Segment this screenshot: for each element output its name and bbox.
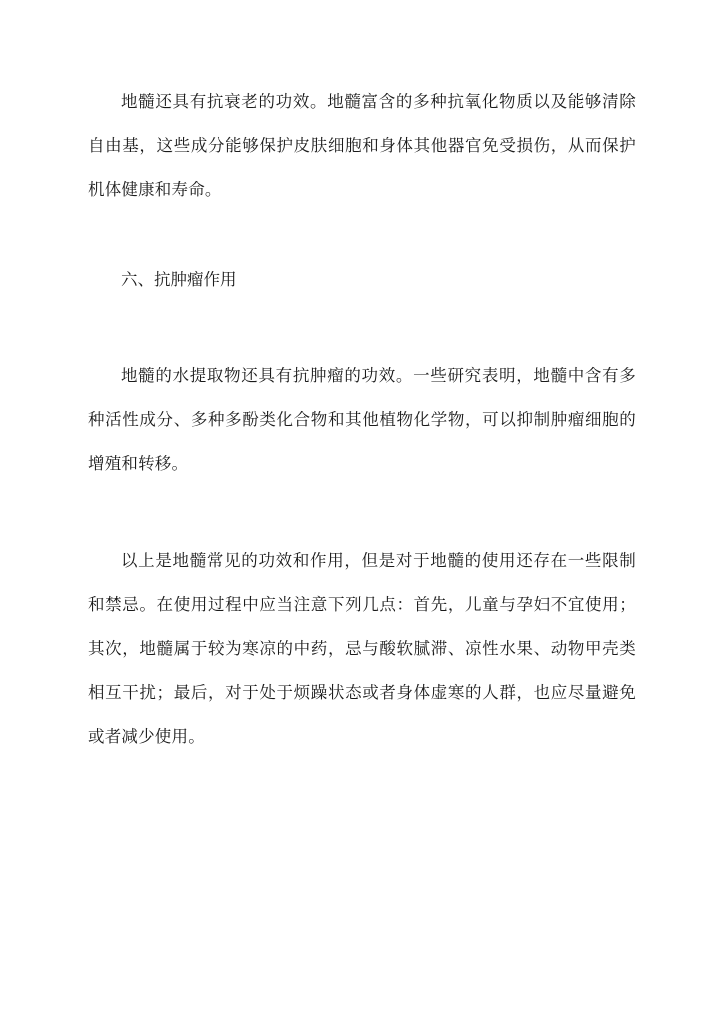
paragraph-anti-aging: 地髓还具有抗衰老的功效。地髓富含的多种抗氧化物质以及能够清除自由基，这些成分能够保护皮肤细胞和身体其他器官免受损伤，从而保护机体健康和寿命。	[88, 92, 636, 199]
section-heading-anti-tumor: 六、抗肿瘤作用	[121, 270, 237, 289]
paragraph-anti-tumor: 地髓的水提取物还具有抗肿瘤的功效。一些研究表明，地髓中含有多种活性成分、多种多酚类化合物和其他植物化学物，可以抑制肿瘤细胞的增殖和转移。	[88, 366, 636, 473]
paragraph-usage-cautions: 以上是地髓常见的功效和作用，但是对于地髓的使用还存在一些限制和禁忌。在使用过程中应当注意下列几点：首先，儿童与孕妇不宜使用；其次，地髓属于较为寒凉的中药，忌与酸软腻滞、凉性水果、动物甲壳类相互干扰；最后，对于处于烦躁状态或者身体虚寒的人群，也应尽量避免或者减少使用。	[88, 551, 636, 746]
